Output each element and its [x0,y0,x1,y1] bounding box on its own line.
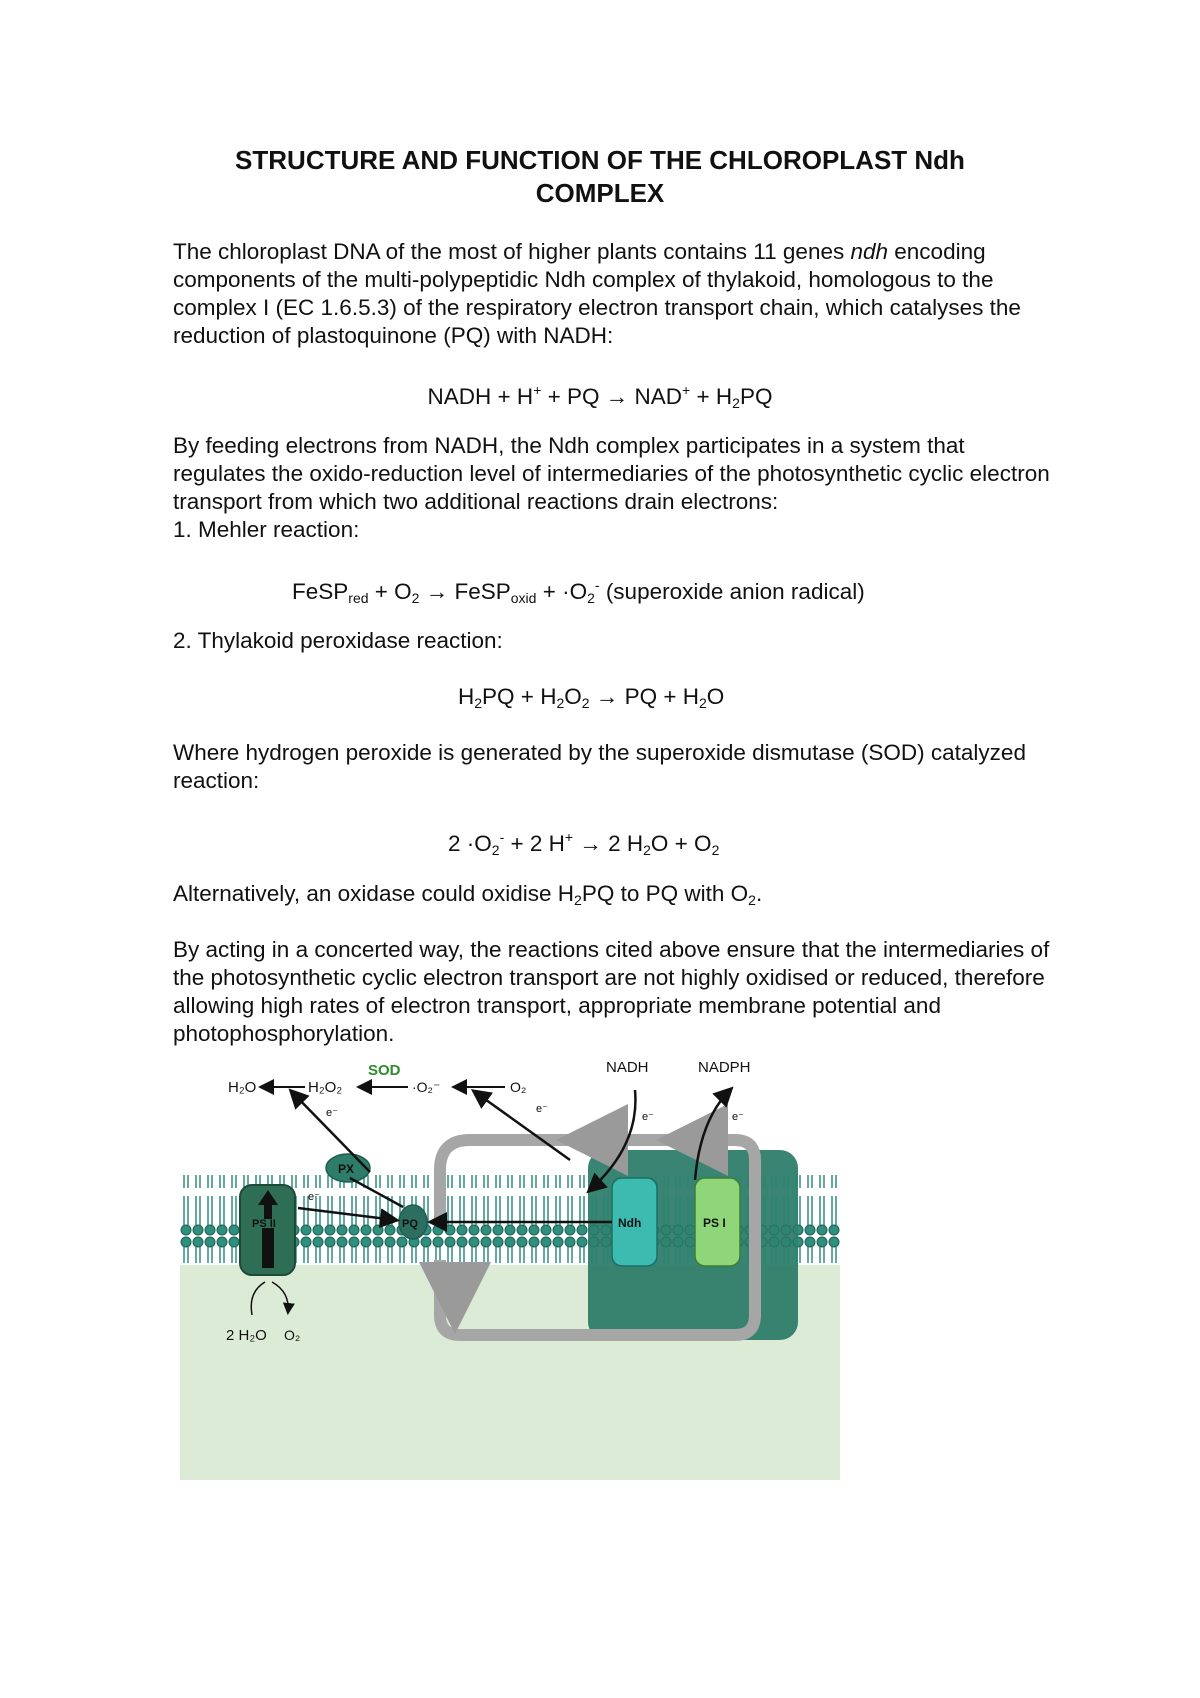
eq1-part: + H [690,384,733,409]
ps2-channel [262,1228,274,1268]
thylakoid-diagram [180,1060,840,1480]
eq3-sub: 2 [581,695,590,711]
eq2-sub: 2 [587,590,595,606]
equation-peroxidase [458,683,724,717]
page-title [160,144,1040,210]
para4-part: . [755,881,763,906]
water-label: 2 H₂O [226,1327,267,1344]
eq4-sup: - [499,829,505,845]
eq3-part: H [458,684,475,709]
intro-gene-name: ndh [850,239,889,264]
nadh-label: NADH [606,1060,649,1076]
eq3-sub: 2 [556,695,565,711]
eq1-arrow: → [605,384,629,409]
h2o2-label: H₂O₂ [308,1079,343,1096]
eq3-part: PQ + H [624,684,699,709]
eq2-part: + ·O [536,579,588,604]
electron-label-2: e⁻ [536,1103,548,1115]
para4-part: PQ to PQ with O [581,881,749,906]
superoxide-label: ·O₂⁻ [412,1079,441,1095]
equation-nadh [0,376,1200,417]
sod-paragraph: Where hydrogen peroxide is generated by the superoxide dismutase (SOD) catalyzed reaction: [173,740,1026,793]
eq4-arrow: → [573,831,609,856]
intro-text-a: The chloroplast DNA of the most of higher plants contains 11 genes [173,239,851,264]
eq4-sup: + [564,829,574,845]
list-item-mehler: 1. Mehler reaction: [173,517,360,542]
eq4-part: + 2 H [504,831,565,856]
eq1-part: NAD [628,384,683,409]
eq2-part: FeSP [292,579,349,604]
eq1-part: NADH + H [427,384,534,409]
conclusion-paragraph: By acting in a concerted way, the reactions cited above ensure that the intermediaries of the photosynthetic cyclic electron transport are not highly oxidised or reduced, therefore allowing high rates of electron transport, appropriate membrane potential and photophosphorylation. [173,937,1050,1046]
eq3-arrow: → [589,684,625,709]
eq2-sub: oxid [510,590,537,606]
eq4-sub: 2 [711,842,720,858]
nadph-label: NADPH [698,1060,751,1076]
eq3-sub: 2 [474,695,483,711]
oxygen-label: O₂ [510,1079,527,1095]
eq1-sup: + [533,382,542,398]
para4-part: Alternatively, an oxidase could oxidise H [173,881,575,906]
oxygen-evolved-label: O₂ [284,1327,301,1343]
eq2-arrow: → [419,579,455,604]
oxidase-paragraph [173,880,1053,914]
eq4-sub: 2 [491,842,500,858]
eq2-sub: 2 [411,590,420,606]
electron-label-4: e⁻ [732,1111,744,1123]
eq3-part: O [564,684,582,709]
h2o-label: H₂O [228,1079,257,1096]
eq2-note: (superoxide anion radical) [599,579,865,604]
px-label: PX [338,1162,355,1176]
eq2-part: + O [368,579,412,604]
ndh-label: Ndh [618,1216,642,1230]
feeding-paragraph [173,432,1053,544]
intro-text-b: encoding components of the multi-polypeptidic Ndh complex of thylakoid, homologous to the complex I (EC 1.6.5.3) of the respiratory electron transport chain, which catalyses the reduction of plastoquinone (PQ) with NADH: [173,239,1021,348]
eq2-part: FeSP [454,579,511,604]
ps2-label: PS II [252,1218,276,1230]
eq1-part: PQ [739,384,773,409]
ps2-arrow-stem [264,1204,272,1219]
electron-label-3: e⁻ [642,1111,654,1123]
para4-sub: 2 [574,892,582,908]
eq2-sub: red [348,590,369,606]
pq-label: PQ [402,1218,418,1230]
eq4-part: 2 H [608,831,644,856]
sod-label: SOD [368,1062,401,1079]
eq1-sub: 2 [732,395,740,411]
eq4-part: O + O [650,831,712,856]
title-line-2: COMPLEX [535,178,665,208]
equation-mehler [292,571,865,612]
eq3-sub: 2 [698,695,707,711]
title-line-1: STRUCTURE AND FUNCTION OF THE CHLOROPLAST Ndh [235,145,965,175]
list-item-peroxidase: 2. Thylakoid peroxidase reaction: [173,628,503,653]
eq1-part: + PQ [541,384,606,409]
intro-paragraph [173,238,1053,350]
eq3-part: O [706,684,725,709]
eq4-part: 2 ·O [448,831,492,856]
ps1-label: PS I [703,1216,726,1230]
electron-label-5: e⁻ [308,1191,320,1203]
feeding-text: By feeding electrons from NADH, the Ndh complex participates in a system that regulates the oxido-reduction level of intermediaries of the photosynthetic cyclic electron transport from which two additional reactions drain electrons: [173,433,1050,514]
para4-sub: 2 [748,892,756,908]
eq4-sub: 2 [643,842,651,858]
eq3-part: PQ + H [482,684,557,709]
equation-sod [448,823,719,864]
electron-label-1: e⁻ [326,1107,338,1119]
eq2-sup: - [594,577,600,593]
to-oxygen-arrow [475,1092,570,1160]
eq1-sup: + [682,382,691,398]
